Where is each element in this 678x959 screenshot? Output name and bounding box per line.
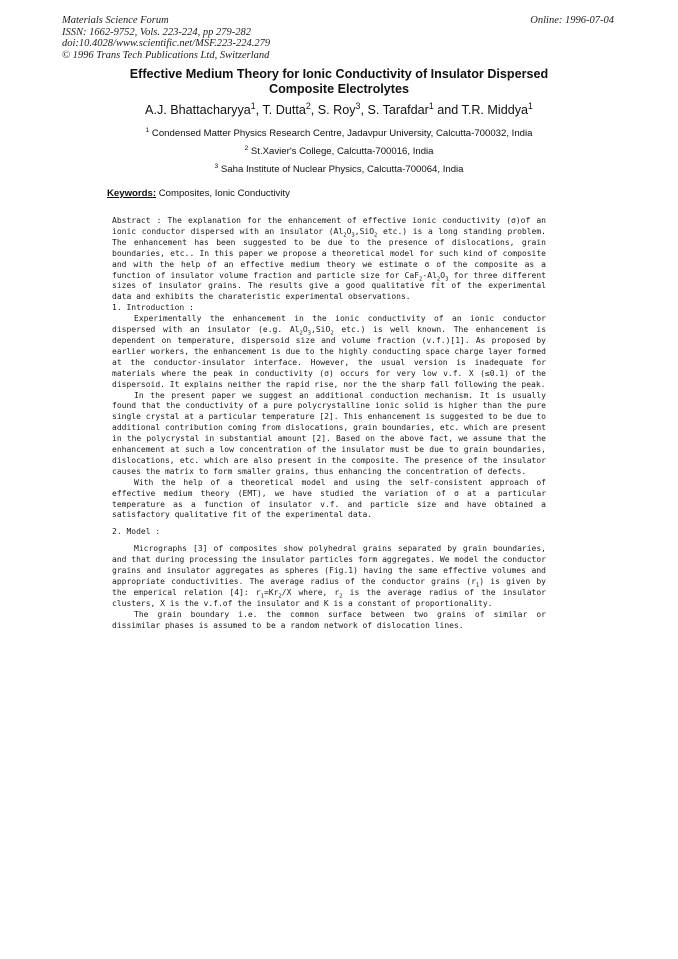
paper-title bbox=[62, 67, 616, 97]
author-list: A.J. Bhattacharyya$^1$, T. Dutta$^2$, S. Roy$^3$, S. Tarafdar$^1$ and T.R. Middya$^1$ bbox=[145, 100, 533, 117]
affiliation-1: $^1$ Condensed Matter Physics Research Centre, Jadavpur University, Calcutta-700032, India bbox=[145, 126, 533, 139]
author-1: A.J. Bhattacharyya bbox=[145, 103, 251, 117]
title-line-1: Effective Medium Theory for Ionic Conductivity of Insulator Dispersed bbox=[129, 67, 549, 81]
doi: doi:10.4028/www.scientific.net/MSF.223-224.279 bbox=[62, 38, 271, 49]
issn: ISSN: 1662-9752, Vols. 223-224, pp 279-282 bbox=[62, 26, 251, 38]
author-5: T.R. Middya bbox=[461, 103, 529, 117]
copyright: © 1996 Trans Tech Publications Ltd, Switzerland bbox=[62, 49, 270, 61]
model-paragraph-2: The grain boundary i.e. the common surface between two grains of similar or dissimilar phases is assumed to be a random network of dislocation lines. bbox=[112, 609, 546, 630]
intro-paragraph-1: Experimentally the enhancement in the ionic conductivity of an ionic conductor dispersed with an insulator (e.g. $Al_2O_3,SiO_2$ etc.) is well known. The enhancement is dependent on temperature, dispersoid size and volume fraction (v.f.)[1]. As proposed by earlier workers, the enhancement is due to the highly conducting space charge layer formed at the conductor-insulator interface. However, the usual version is inadequate for materials where the peak in conductivity (σ) occurs for very low v.f. X (≤0.1) of the dispersoid. It explains neither the rapid rise, nor the the sharp fall following the peak. bbox=[112, 314, 547, 389]
abstract-label: Abstract : bbox=[112, 216, 162, 225]
author-4: S. Tarafdar bbox=[367, 103, 429, 117]
abstract: Abstract : The explanation for the enhancement of effective ionic conductivity (σ)of an ionic conductor dispersed with an insulator ($Al_2O_3,SiO_2$ etc.) is a long standing problem. The enhancement has been suggested to be due to the presence of dislocations, grain boundaries, etc.. In this paper we propose a theoretical model for such kind of composite and with the help of an effective medium theory we estimate σ of the composite as a function of insulator volume fraction and particle size for $CaF_2-Al_2O_3$ for three different sizes of insulator grains. The results give a good qualitative fit of the experimental data and exhibits the charateristic experimental observations. 1. Introduction : Experimentally the enhancement in the ionic conductivity of an ionic conductor dispersed with an insulator (e.g. $Al_2O_3,SiO_2$ etc.) is well known. The enhancement is dependent on temperature, dispersoid size and volume fraction (v.f.)[1]. As proposed by earlier workers, the enhancement is due to the highly conducting space charge layer formed at the conductor-insulator interface. However, the usual version is inadequate for materials where the peak in conductivity (σ) occurs for very low v.f. X (≤0.1) of the dispersoid. It explains neither the rapid rise, nor the the sharp fall following the peak. In the present paper we suggest an additional conduction mechanism. It is usually found that the conductivity of a pure polycrystalline ionic solid is higher than the pure single crystal at a particular temperature [2]. This enhancement is suggested to be due to additional contribution coming from dislocations, grain boundaries, etc. which are present in the polycrystal in substantial amount [2]. Based on the above fact, we assume that the enhancement at such a low concentration of the insulator must be due to grain boundaries, dislocations, etc. which are also present in the composite. The presence of the insulator causes the matrix to form smaller grains, thus enhancing the concentration of defects. With the help of a theoretical model and using the self-consistent approach of effective medium theory (EMT), we have studied the variation of σ at a particular temperature as a function of insulator v.f. and particle size and have obtained a satisfactory qualitative fit of the experimental data. 2. Model : Micrographs [3] of composites show polyhedral grains separated by grain boundaries, and that during processing the insulator particles form aggregates. We model the conductor grains and insulator aggregates as spheres (Fig.1) having the same effective volumes and appropriate conductivities. The average radius of the conductor grains $(r_1)$ is given by the emperical relation [4]: $r_1=Kr_2/X$ where, $r_2$ is the average radius of the insulator clusters, X is the v.f.of the insulator and K is a constant of proportionality. The grain boundary i.e. the common surface between two grains of similar or dissimilar phases is assumed to be a random network of dislocation lines. bbox=[112, 216, 547, 630]
online-date: Online: 1996-07-04 bbox=[530, 15, 614, 26]
author-3: S. Roy bbox=[317, 103, 356, 117]
model-heading: 2. Model : bbox=[112, 527, 161, 537]
intro-paragraph-3: With the help of a theoretical model and using the self-consistent approach of effective medium theory (EMT), we have studied the variation of σ at a particular temperature as a function of insulator v.f. and particle size and have obtained a satisfactory qualitative fit of the experimental data. bbox=[112, 477, 547, 520]
affiliation-2: $^2$ St.Xavier's College, Calcutta-700016, India bbox=[244, 144, 434, 157]
keywords bbox=[107, 188, 290, 199]
keywords-label: Keywords: bbox=[107, 188, 157, 199]
journal-header bbox=[62, 15, 270, 61]
journal-name: Materials Science Forum bbox=[62, 15, 169, 26]
title-line-2: Composite Electrolytes bbox=[269, 82, 409, 96]
author-2: T. Dutta bbox=[262, 103, 306, 117]
model-paragraph-1: Micrographs [3] of composites show polyhedral grains separated by grain boundaries, and that during processing the insulator particles form aggregates. We model the conductor grains and insulator aggregates as spheres (Fig.1) having the same effective volumes and appropriate conductivities. The average radius of the conductor grains $(r_1)$ is given by the emperical relation [4]: $r_1=Kr_2/X$ where, $r_2$ is the average radius of the insulator clusters, X is the v.f.of the insulator and K is a constant of proportionality. bbox=[112, 544, 546, 608]
intro-heading: 1. Introduction : bbox=[112, 303, 194, 313]
intro-paragraph-2: In the present paper we suggest an additional conduction mechanism. It is usually found that the conductivity of a pure polycrystalline ionic solid is higher than the pure single crystal at a particular temperature [2]. This enhancement is suggested to be due to additional contribution coming from dislocations, grain boundaries, etc. which are present in the polycrystal in substantial amount [2]. Based on the above fact, we assume that the enhancement at such a low concentration of the insulator must be due to grain boundaries, dislocations, etc. which are also present in the composite. The presence of the insulator causes the matrix to form smaller grains, thus enhancing the concentration of defects. bbox=[112, 390, 546, 476]
affiliation-3: $^3$ Saha Institute of Nuclear Physics, Calcutta-700064, India bbox=[214, 162, 464, 175]
keywords-value: Composites, Ionic Conductivity bbox=[158, 188, 290, 199]
